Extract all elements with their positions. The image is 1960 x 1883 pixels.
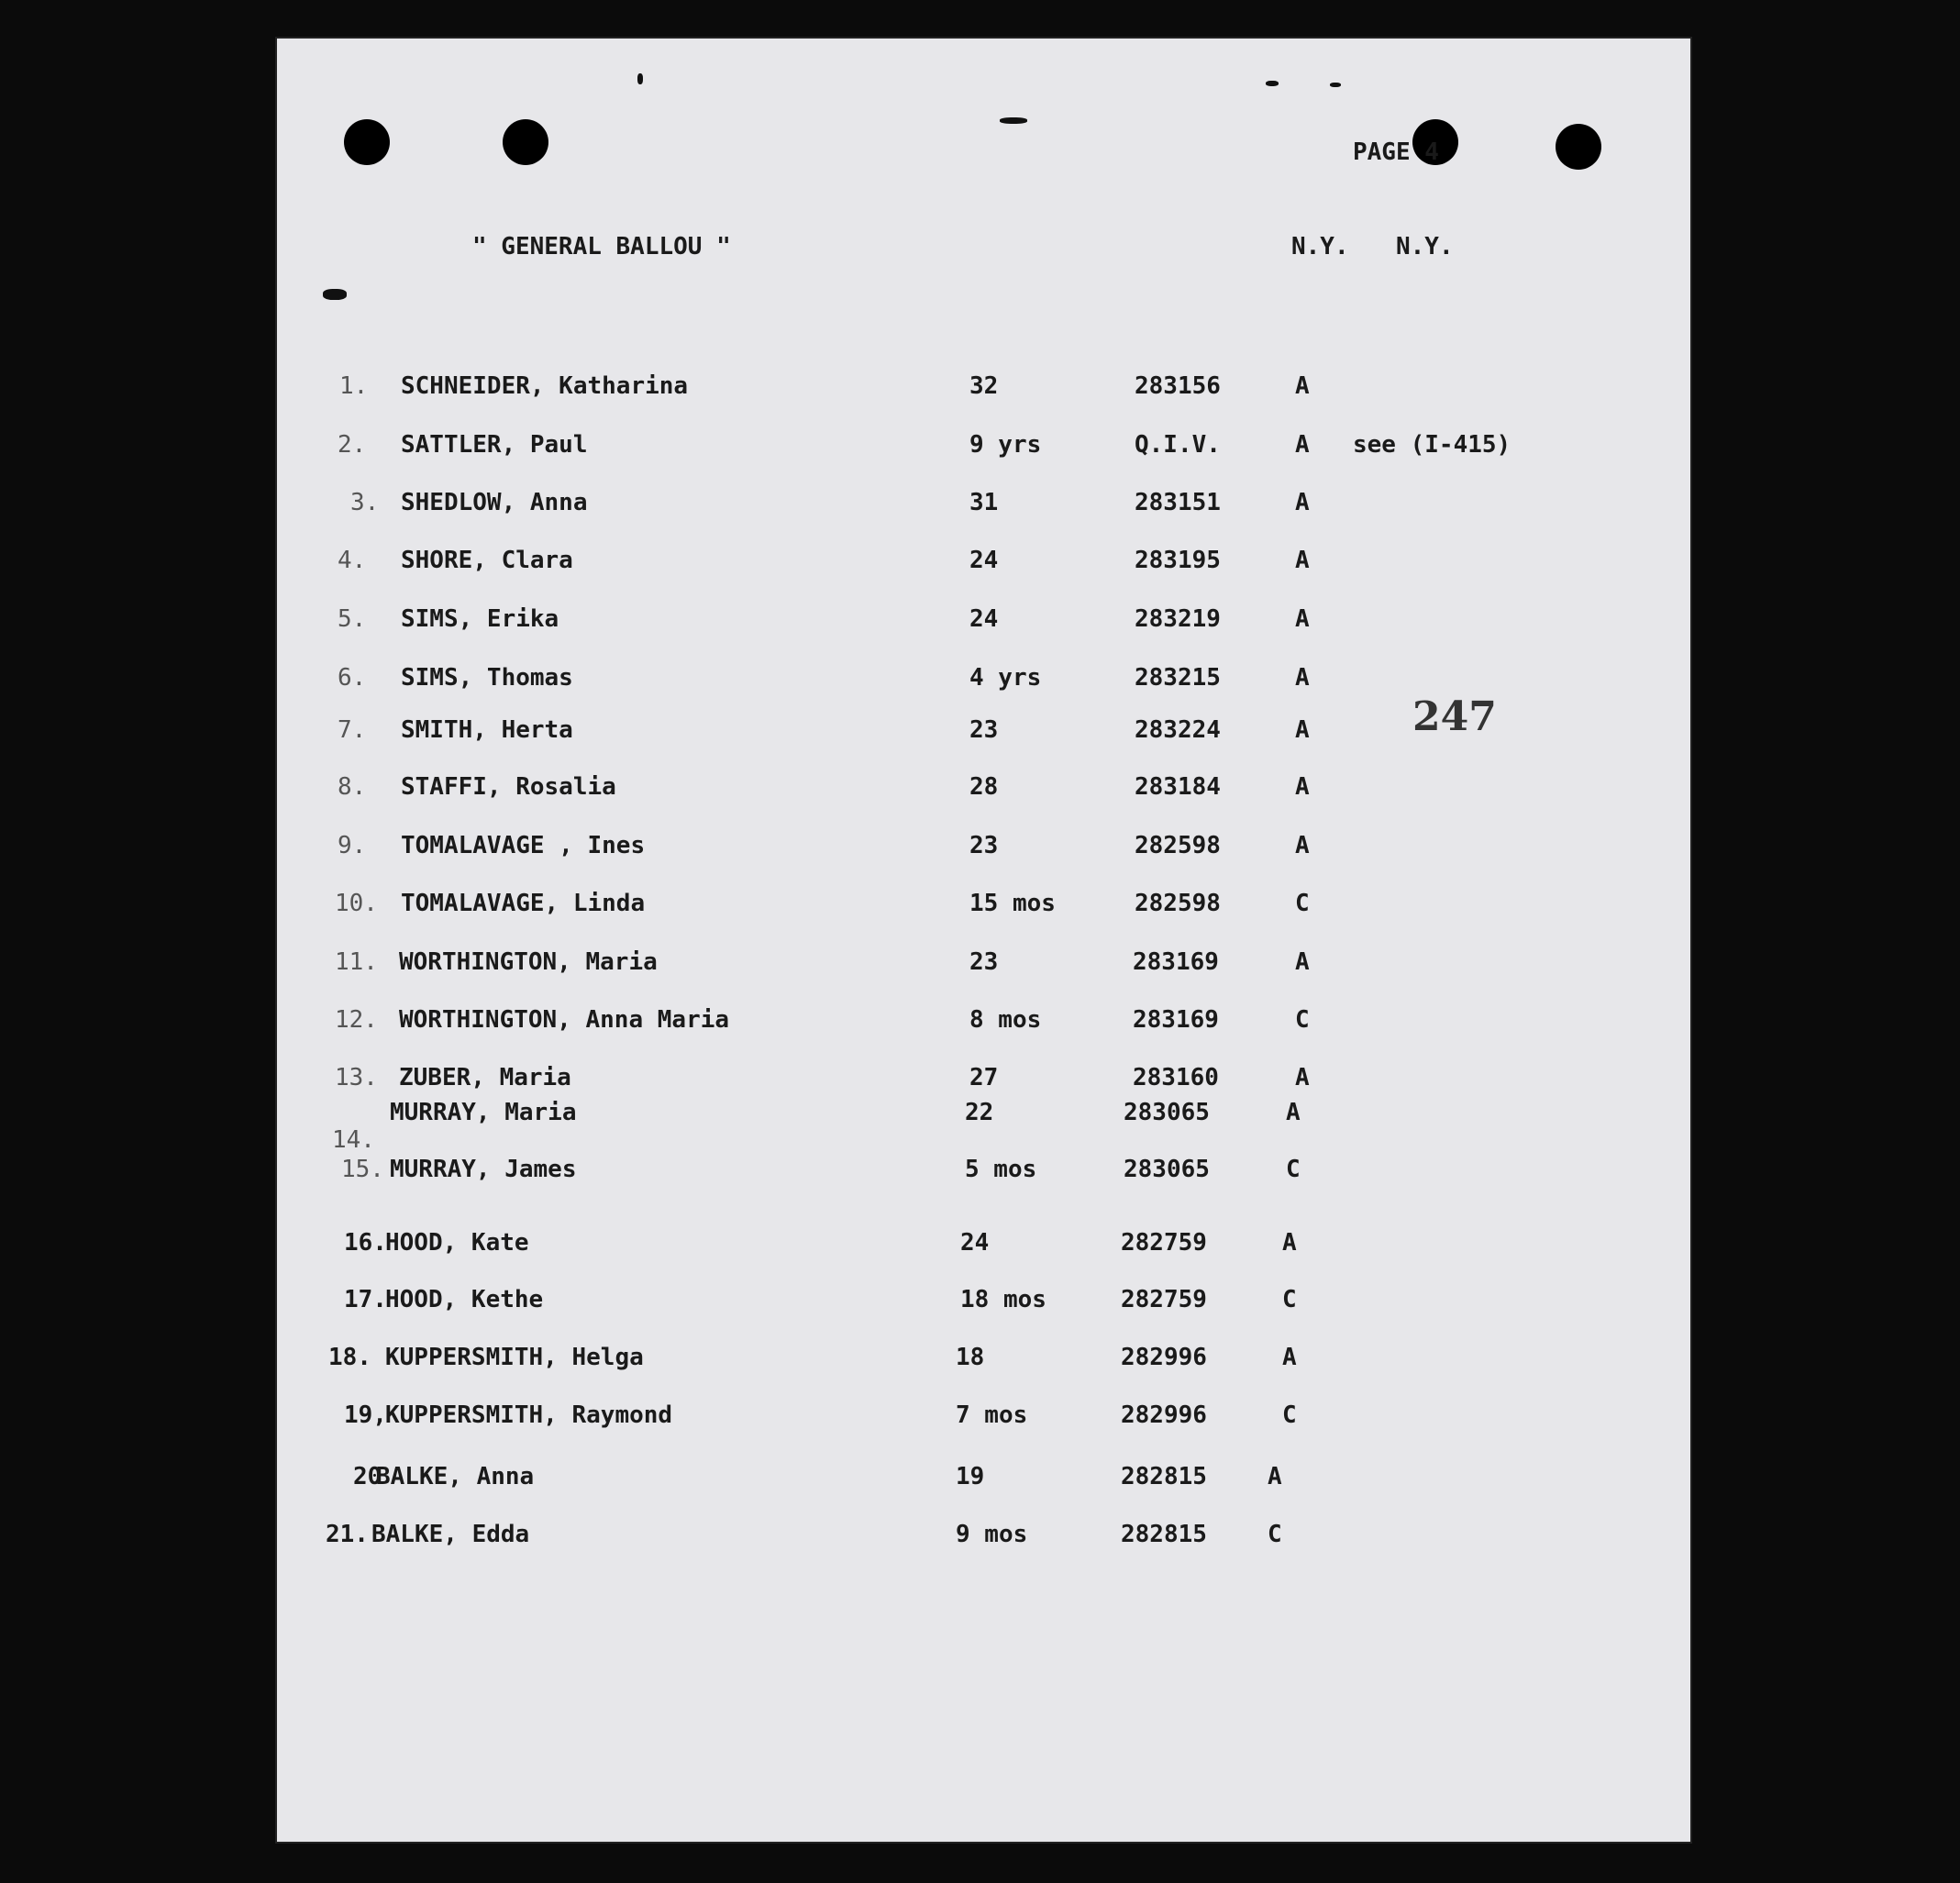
row-number: 17. bbox=[344, 1286, 387, 1313]
certificate-number: 283184 bbox=[1135, 773, 1221, 801]
row-number: 1. bbox=[339, 372, 369, 400]
passenger-name: HOOD, Kethe bbox=[385, 1286, 544, 1313]
passenger-name: SIMS, Thomas bbox=[401, 664, 573, 692]
certificate-number: 282996 bbox=[1121, 1344, 1207, 1371]
punch-hole-1 bbox=[344, 119, 390, 165]
class-code: A bbox=[1295, 773, 1310, 801]
certificate-number: 283156 bbox=[1135, 372, 1221, 400]
class-code: A bbox=[1295, 547, 1310, 574]
row-number: 6. bbox=[338, 664, 367, 692]
passenger-name: TOMALAVAGE, Linda bbox=[401, 890, 646, 917]
passenger-age: 7 mos bbox=[956, 1401, 1028, 1429]
ink-smudge bbox=[1330, 83, 1341, 87]
passenger-age: 31 bbox=[969, 489, 999, 516]
row-number: 12. bbox=[335, 1006, 378, 1034]
column-heading-ny-2: N.Y. bbox=[1396, 233, 1454, 260]
certificate-number: 283065 bbox=[1124, 1099, 1210, 1126]
certificate-number: 282759 bbox=[1121, 1286, 1207, 1313]
passenger-age: 22 bbox=[965, 1099, 994, 1126]
passenger-age: 24 bbox=[969, 547, 999, 574]
row-number: 13. bbox=[335, 1064, 378, 1091]
passenger-age: 9 mos bbox=[956, 1521, 1028, 1548]
passenger-age: 28 bbox=[969, 773, 999, 801]
class-code: C bbox=[1295, 1006, 1310, 1034]
row-number: 21. bbox=[326, 1521, 369, 1548]
passenger-age: 24 bbox=[960, 1229, 990, 1257]
passenger-age: 19 bbox=[956, 1463, 985, 1490]
passenger-age: 18 mos bbox=[960, 1286, 1046, 1313]
class-code: A bbox=[1295, 664, 1310, 692]
row-number: 9. bbox=[338, 832, 367, 859]
passenger-age: 18 bbox=[956, 1344, 985, 1371]
class-code: A bbox=[1295, 489, 1310, 516]
certificate-number: 282598 bbox=[1135, 832, 1221, 859]
row-number: 14. bbox=[332, 1126, 375, 1154]
column-heading-ny-1: N.Y. bbox=[1291, 233, 1349, 260]
stamped-number: 247 bbox=[1412, 693, 1497, 740]
row-number: 4. bbox=[338, 547, 367, 574]
row-number: 2. bbox=[338, 431, 367, 459]
passenger-name: WORTHINGTON, Maria bbox=[399, 948, 658, 976]
class-code: C bbox=[1268, 1521, 1282, 1548]
passenger-name: HOOD, Kate bbox=[385, 1229, 529, 1257]
certificate-number: Q.I.V. bbox=[1135, 431, 1221, 459]
punch-hole-2 bbox=[503, 119, 548, 165]
certificate-number: 283219 bbox=[1135, 605, 1221, 633]
passenger-name: ZUBER, Maria bbox=[399, 1064, 571, 1091]
page-number-label: PAGE 4 bbox=[1353, 138, 1439, 166]
passenger-name: SHEDLOW, Anna bbox=[401, 489, 588, 516]
passenger-name: TOMALAVAGE , Ines bbox=[401, 832, 646, 859]
passenger-name: STAFFI, Rosalia bbox=[401, 773, 616, 801]
class-code: C bbox=[1295, 890, 1310, 917]
row-number: 16. bbox=[344, 1229, 387, 1257]
certificate-number: 283160 bbox=[1133, 1064, 1219, 1091]
row-number: 10. bbox=[335, 890, 378, 917]
document-page bbox=[275, 37, 1692, 1844]
class-code: C bbox=[1282, 1286, 1297, 1313]
certificate-number: 283169 bbox=[1133, 948, 1219, 976]
row-number: 5. bbox=[338, 605, 367, 633]
class-code: A bbox=[1295, 832, 1310, 859]
passenger-age: 27 bbox=[969, 1064, 999, 1091]
certificate-number: 283169 bbox=[1133, 1006, 1219, 1034]
passenger-age: 15 mos bbox=[969, 890, 1056, 917]
certificate-number: 282996 bbox=[1121, 1401, 1207, 1429]
passenger-age: 23 bbox=[969, 948, 999, 976]
row-number: 20 bbox=[353, 1463, 382, 1490]
passenger-name: MURRAY, Maria bbox=[390, 1099, 577, 1126]
certificate-number: 283151 bbox=[1135, 489, 1221, 516]
class-code: A bbox=[1295, 948, 1310, 976]
passenger-age: 8 mos bbox=[969, 1006, 1042, 1034]
certificate-number: 283224 bbox=[1135, 716, 1221, 744]
row-number: 7. bbox=[338, 716, 367, 744]
ink-smudge bbox=[1266, 81, 1279, 86]
passenger-age: 9 yrs bbox=[969, 431, 1042, 459]
certificate-number: 283065 bbox=[1124, 1156, 1210, 1183]
passenger-name: SMITH, Herta bbox=[401, 716, 573, 744]
passenger-name: WORTHINGTON, Anna Maria bbox=[399, 1006, 730, 1034]
ink-smudge bbox=[637, 73, 643, 84]
passenger-age: 24 bbox=[969, 605, 999, 633]
passenger-name: MURRAY, James bbox=[390, 1156, 577, 1183]
passenger-name: BALKE, Anna bbox=[376, 1463, 535, 1490]
row-number: 18. bbox=[328, 1344, 371, 1371]
class-code: A bbox=[1282, 1229, 1297, 1257]
certificate-number: 282759 bbox=[1121, 1229, 1207, 1257]
ink-smudge bbox=[323, 289, 347, 300]
passenger-name: KUPPERSMITH, Helga bbox=[385, 1344, 644, 1371]
ship-name-title: " GENERAL BALLOU " bbox=[472, 233, 731, 260]
punch-hole-4 bbox=[1556, 124, 1601, 170]
class-code: C bbox=[1286, 1156, 1301, 1183]
passenger-age: 32 bbox=[969, 372, 999, 400]
class-code: A bbox=[1295, 716, 1310, 744]
passenger-name: SIMS, Erika bbox=[401, 605, 559, 633]
passenger-name: SHORE, Clara bbox=[401, 547, 573, 574]
certificate-number: 282815 bbox=[1121, 1521, 1207, 1548]
passenger-name: BALKE, Edda bbox=[371, 1521, 530, 1548]
row-number: 8. bbox=[338, 773, 367, 801]
class-code: A bbox=[1295, 372, 1310, 400]
passenger-age: 23 bbox=[969, 716, 999, 744]
passenger-name: SATTLER, Paul bbox=[401, 431, 588, 459]
row-number: 3. bbox=[350, 489, 380, 516]
class-code: A bbox=[1282, 1344, 1297, 1371]
class-code: A bbox=[1286, 1099, 1301, 1126]
class-code: A bbox=[1295, 431, 1310, 459]
class-code: A bbox=[1295, 605, 1310, 633]
class-code: A bbox=[1268, 1463, 1282, 1490]
row-number: 15. bbox=[341, 1156, 384, 1183]
passenger-name: KUPPERSMITH, Raymond bbox=[385, 1401, 673, 1429]
remark-note: see (I-415) bbox=[1353, 431, 1512, 459]
certificate-number: 283195 bbox=[1135, 547, 1221, 574]
passenger-name: SCHNEIDER, Katharina bbox=[401, 372, 689, 400]
certificate-number: 283215 bbox=[1135, 664, 1221, 692]
row-number: 11. bbox=[335, 948, 378, 976]
class-code: C bbox=[1282, 1401, 1297, 1429]
passenger-age: 23 bbox=[969, 832, 999, 859]
passenger-age: 4 yrs bbox=[969, 664, 1042, 692]
passenger-age: 5 mos bbox=[965, 1156, 1037, 1183]
ink-smudge bbox=[1000, 117, 1027, 124]
certificate-number: 282598 bbox=[1135, 890, 1221, 917]
class-code: A bbox=[1295, 1064, 1310, 1091]
certificate-number: 282815 bbox=[1121, 1463, 1207, 1490]
row-number: 19, bbox=[344, 1401, 387, 1429]
